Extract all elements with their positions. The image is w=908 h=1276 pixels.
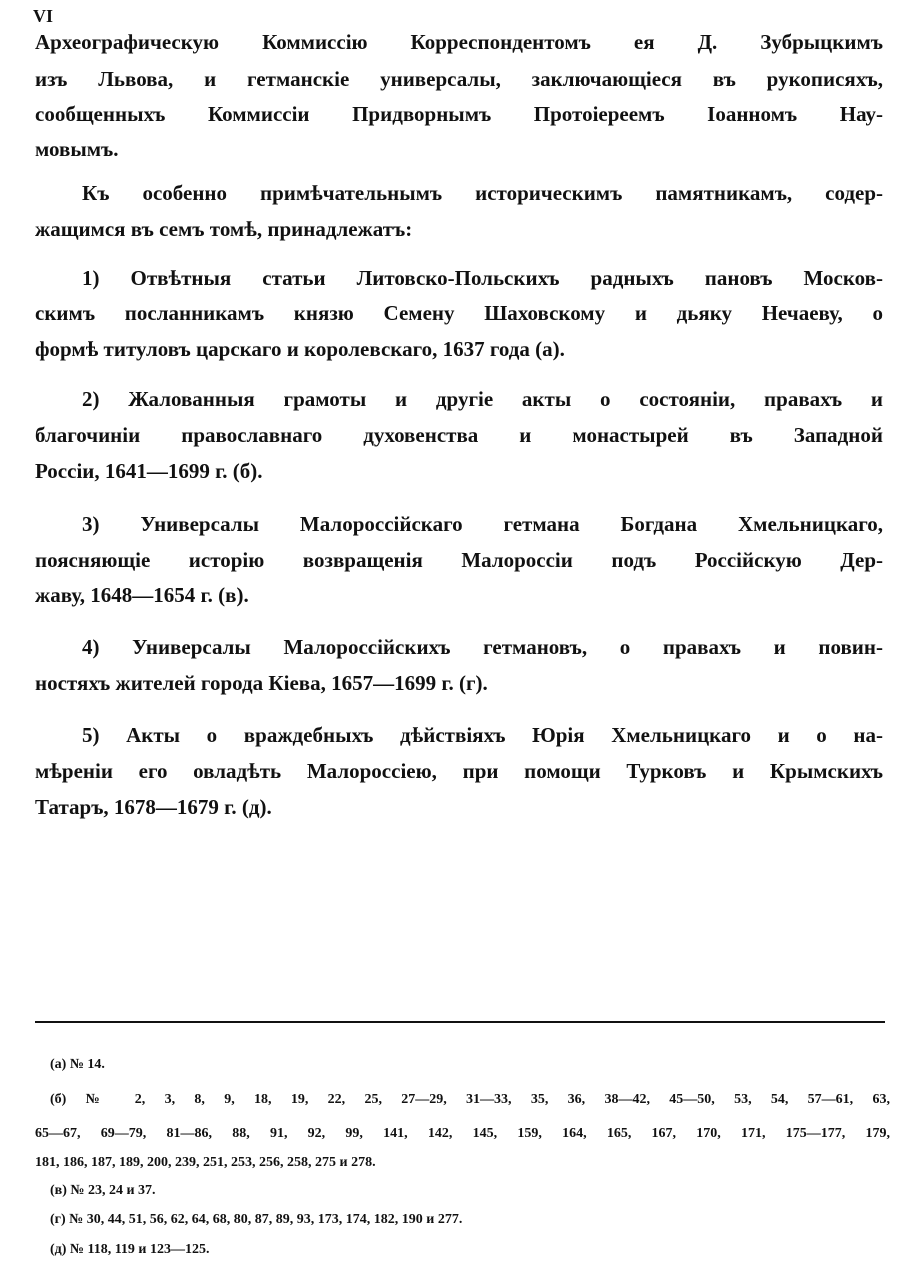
paragraph-2-line: Къ особенно примѣчательнымъ историческимъ памятникамъ, содер-	[82, 181, 883, 205]
paragraph-3-line: 1) Отвѣтныя статьи Литовско-Польскихъ радныхъ пановъ Москов-	[82, 266, 883, 290]
footnote-2-line: (б) № 2, 3, 8, 9, 18, 19, 22, 25, 27—29, 31—33, 35, 36, 38—42, 45—50, 53, 54, 57—61, 63,	[50, 1092, 890, 1107]
paragraph-1-line: изъ Львова, и гетманскіе универсалы, заключающіеся въ рукописяхъ,	[35, 67, 883, 91]
footnote-divider	[35, 1021, 885, 1023]
footnote-5-line: (д) № 118, 119 и 123—125.	[50, 1242, 210, 1257]
paragraph-7-line: 5) Акты о враждебныхъ дѣйствіяхъ Юрія Хмельницкаго и о на-	[82, 723, 883, 747]
paragraph-4-line: благочиніи православнаго духовенства и монастырей въ Западной	[35, 423, 883, 447]
footnote-1-line: (а) № 14.	[50, 1057, 105, 1072]
page-number: VI	[33, 6, 54, 26]
paragraph-4-line: Россіи, 1641—1699 г. (б).	[35, 459, 263, 483]
paragraph-4-line: 2) Жалованныя грамоты и другіе акты о состояніи, правахъ и	[82, 387, 883, 411]
footnote-2-line: 181, 186, 187, 189, 200, 239, 251, 253, 256, 258, 275 и 278.	[35, 1155, 376, 1170]
paragraph-1-line: сообщенныхъ Коммиссіи Придворнымъ Протоіереемъ Іоанномъ Нау-	[35, 102, 883, 126]
paragraph-5-line: жаву, 1648—1654 г. (в).	[35, 583, 249, 607]
paragraph-6-line: 4) Универсалы Малороссійскихъ гетмановъ, о правахъ и повин-	[82, 635, 883, 659]
paragraph-1-line: мовымъ.	[35, 137, 119, 161]
footnote-3-line: (в) № 23, 24 и 37.	[50, 1183, 156, 1198]
paragraph-7-line: мѣреніи его овладѣть Малороссіею, при помощи Турковъ и Крымскихъ	[35, 759, 883, 783]
paragraph-2-line: жащимся въ семъ томѣ, принадлежатъ:	[35, 217, 413, 241]
paragraph-7-line: Татаръ, 1678—1679 г. (д).	[35, 795, 272, 819]
footnote-2-line: 65—67, 69—79, 81—86, 88, 91, 92, 99, 141, 142, 145, 159, 164, 165, 167, 170, 171, 175—177, 179,	[35, 1126, 890, 1141]
paragraph-6-line: ностяхъ жителей города Кіева, 1657—1699 г. (г).	[35, 671, 488, 695]
paragraph-1-line: Археографическую Коммиссію Корреспондентомъ ея Д. Зубрыцкимъ	[35, 30, 883, 54]
footnote-4-line: (г) № 30, 44, 51, 56, 62, 64, 68, 80, 87, 89, 93, 173, 174, 182, 190 и 277.	[50, 1212, 463, 1227]
paragraph-3-line: скимъ посланникамъ князю Семену Шаховскому и дьяку Нечаеву, о	[35, 301, 883, 325]
paragraph-3-line: формѣ титуловъ царскаго и королевскаго, 1637 года (а).	[35, 337, 565, 361]
paragraph-5-line: поясняющіе исторію возвращенія Малороссіи подъ Россійскую Дер-	[35, 548, 883, 572]
paragraph-5-line: 3) Универсалы Малороссійскаго гетмана Богдана Хмельницкаго,	[82, 512, 883, 536]
